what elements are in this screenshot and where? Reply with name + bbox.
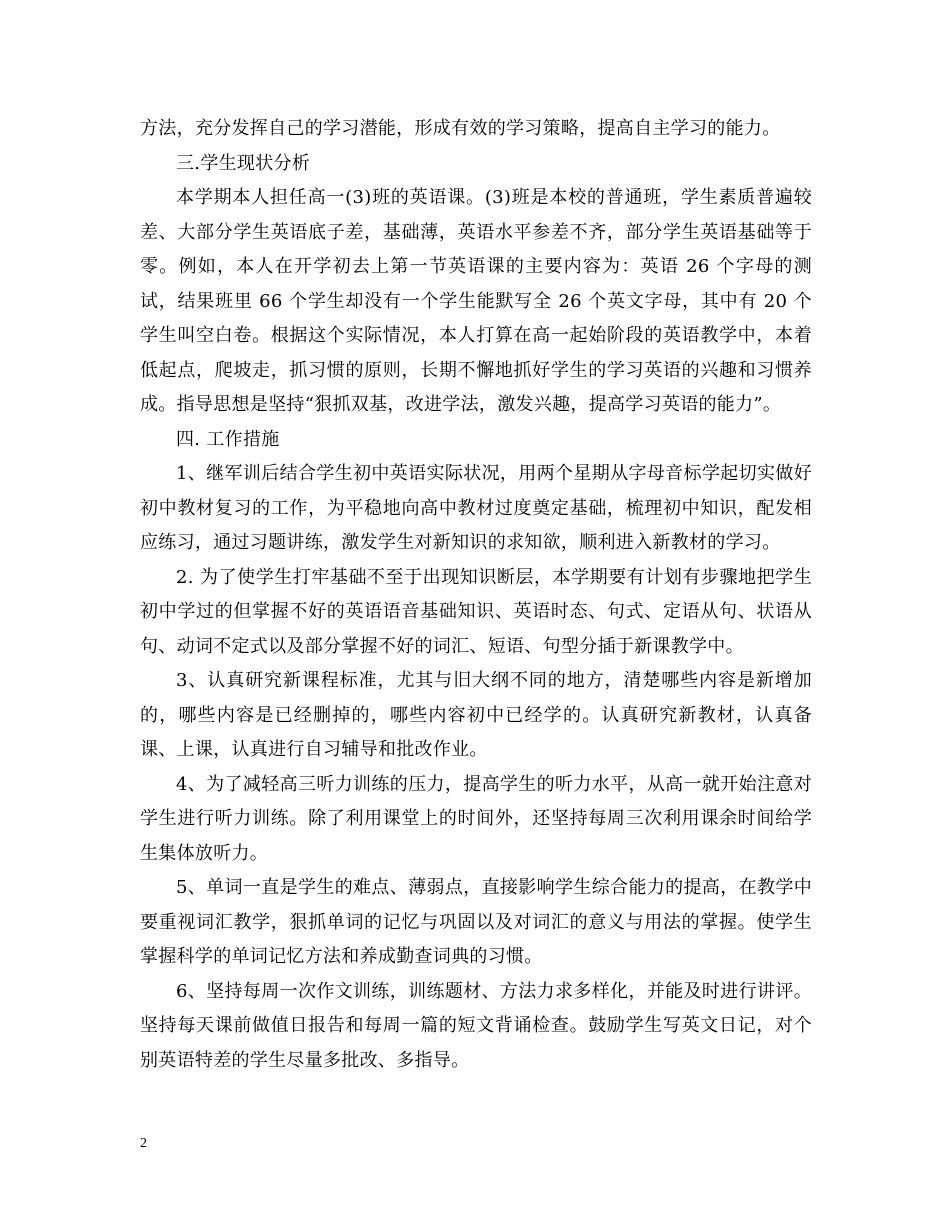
paragraph-measure-4: 4、为了减轻高三听力训练的压力，提高学生的听力水平，从高一就开始注意对学生进行听力训练。除了利用课堂上的时间外，还坚持每周三次利用课余时间给学生集体放听力。 <box>140 773 812 864</box>
paragraph-measure-5: 5、单词一直是学生的难点、薄弱点，直接影响学生综合能力的提高，在教学中要重视词汇教学，狠抓单词的记忆与巩固以及对词汇的意义与用法的掌握。使学生掌握科学的单词记忆方法和养成勤查词典的习惯。 <box>140 877 812 967</box>
paragraph-continuation: 方法，充分发挥自己的学习潜能，形成有效的学习策略，提高自主学习的能力。 <box>140 118 781 139</box>
page-number: 2 <box>140 1136 147 1151</box>
paragraph-measure-2: 2. 为了使学生打牢基础不至于出现知识断层，本学期要有计划有步骤地把学生初中学过的但掌握不好的英语语音基础知识、英语时态、句式、定语从句、状语从句、动词不定式以及部分掌握不好的词汇、短语、句型分插于新课教学中。 <box>140 566 812 657</box>
paragraph-measure-1: 1、继军训后结合学生初中英语实际状况，用两个星期从字母音标学起切实做好初中教材复习的工作，为平稳地向高中教材过度奠定基础，梳理初中知识，配发相应练习，通过习题讲练，激发学生对新知识的求知欲，顺利进入新教材的学习。 <box>140 463 812 553</box>
section-heading-work-measures: 四. 工作措施 <box>176 428 280 450</box>
paragraph-measure-3: 3、认真研究新课程标准，尤其与旧大纲不同的地方，清楚哪些内容是新增加的，哪些内容是已经删掉的，哪些内容初中已经学的。认真研究新教材，认真备课、上课，认真进行自习辅导和批改作业。 <box>140 670 812 760</box>
section-heading-student-status: 三.学生现状分析 <box>176 152 311 174</box>
document-body <box>140 112 812 1078</box>
paragraph-student-analysis: 本学期本人担任高一(3)班的英语课。(3)班是本校的普通班，学生素质普遍较差、大部分学生英语底子差，基础薄，英语水平参差不齐，部分学生英语基础等于零。例如，本人在开学初去上第一节英语课的主要内容为：英语 26 个字母的测试，结果班里 66 个学生却没有一个学生能默写全 26 个英文字母，其中有 20 个学生叫空白卷。根据这个实际情况，本人打算在高一起始阶段的英语教学中，本着低起点，爬坡走，抓习惯的原则，长期不懈地抓好学生的学习英语的兴趣和习惯养成。指导思想是坚持“狠抓双基，改进学法，激发兴趣，提高学习英语的能力”。 <box>140 187 812 415</box>
paragraph-measure-6: 6、坚持每周一次作文训练，训练题材、方法力求多样化，并能及时进行讲评。坚持每天课前做值日报告和每周一篇的短文背诵检查。鼓励学生写英文日记，对个别英语特差的学生尽量多批改、多指导。 <box>140 980 812 1071</box>
